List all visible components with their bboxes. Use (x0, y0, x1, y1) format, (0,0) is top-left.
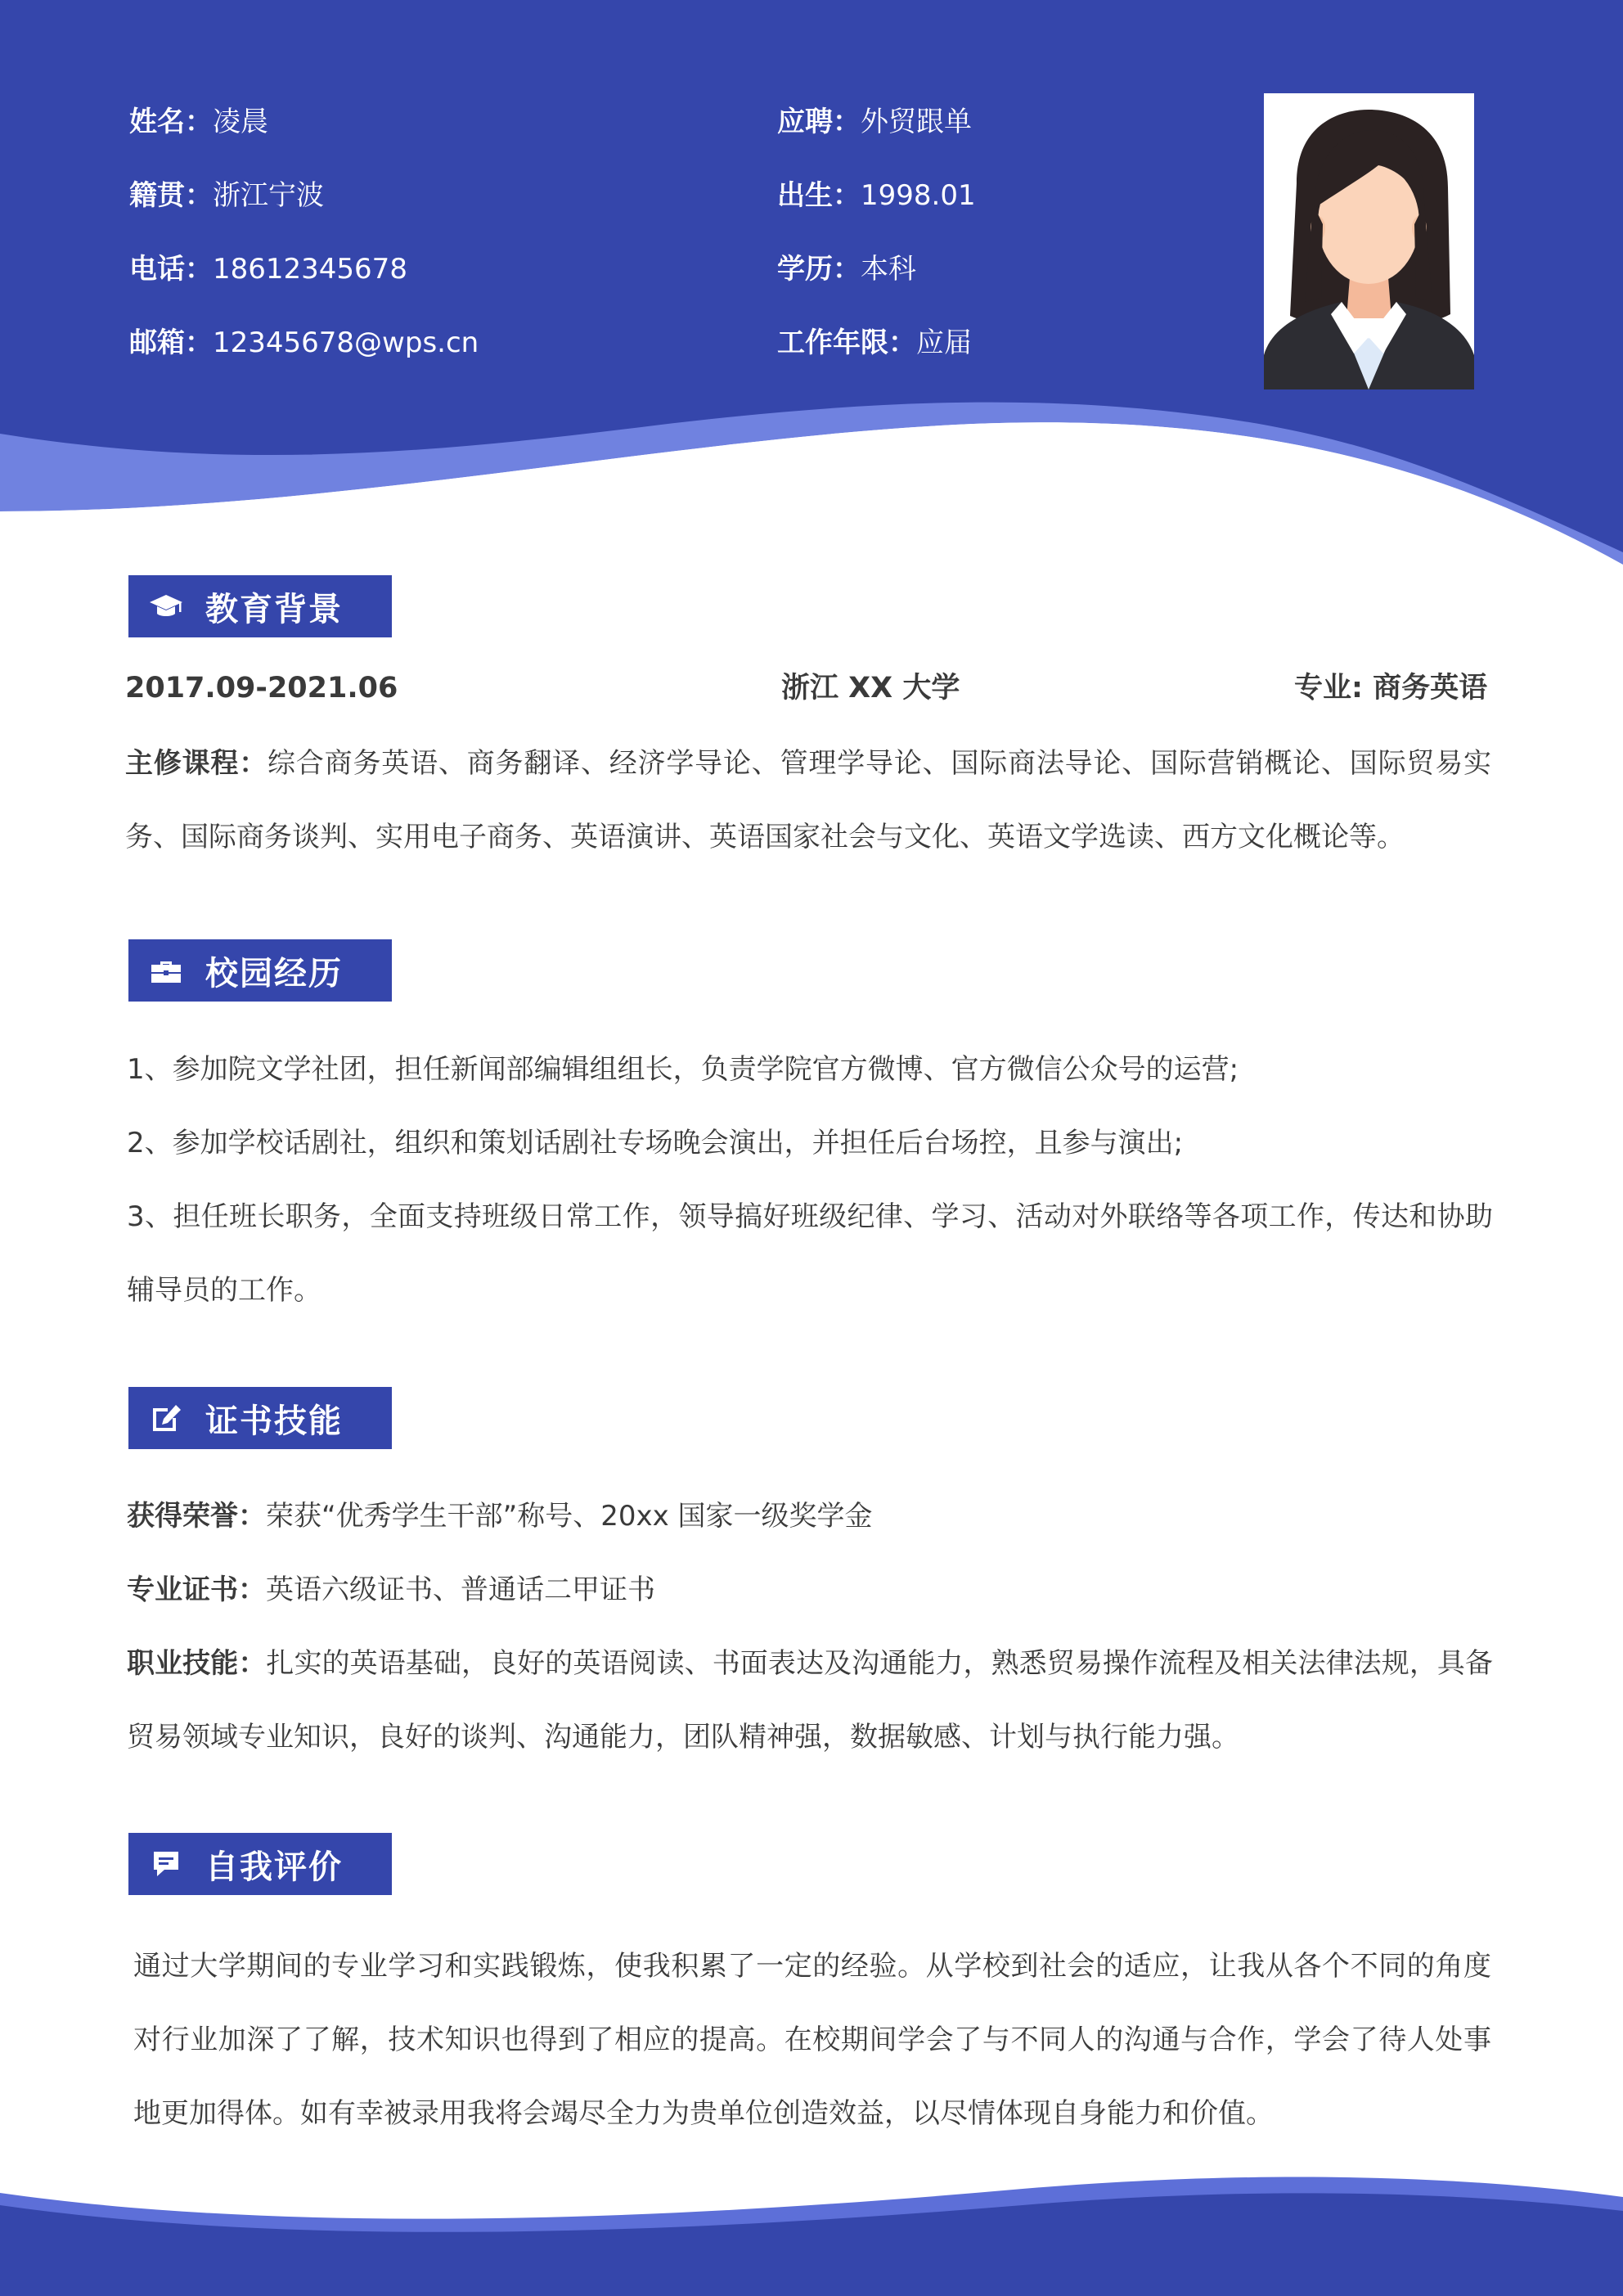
info-label: 电话 (129, 253, 185, 286)
campus-item: 3、担任班长职务，全面支持班级日常工作，领导搞好班级纪律、学习、活动对外联络等各项工作，传达和协助辅导员的工作。 (127, 1200, 1493, 1307)
info-label: 出生 (777, 179, 833, 212)
briefcase-icon (148, 952, 184, 988)
avatar (1264, 93, 1474, 389)
info-degree: 学历：本科 (777, 253, 916, 286)
info-value: 12345678@wps.cn (213, 326, 479, 359)
skill-text: 扎实的英语基础，良好的英语阅读、书面表达及沟通能力，熟悉贸易操作流程及相关法律法规，具备贸易领域专业知识，良好的谈判、沟通能力，团队精神强，数据敏感、计划与执行能力强。 (127, 1647, 1494, 1754)
info-phone: 电话：18612345678 (129, 253, 407, 286)
info-email: 邮箱：12345678@wps.cn (129, 326, 479, 359)
skill-line (127, 1627, 1493, 1774)
info-value: 本科 (861, 253, 916, 286)
info-value: 外贸跟单 (861, 106, 972, 138)
graduation-cap-icon (148, 588, 184, 624)
section-title: 校园经历 (205, 954, 343, 993)
self-evaluation-text: 通过大学期间的专业学习和实践锻炼，使我积累了一定的经验。从学校到社会的适应，让我从各个不同的角度对行业加深了了解，技术知识也得到了相应的提高。在校期间学会了与不同人的沟通与合作，学会了待人处事地更加得体。如有幸被录用我将会竭尽全力为贵单位创造效益，以尽情体现自身能力和价值。 (133, 1950, 1491, 2130)
info-label: 姓名 (129, 106, 185, 138)
info-label: 学历 (777, 253, 833, 286)
info-name: 姓名：凌晨 (129, 106, 268, 138)
info-label: 应聘 (777, 106, 833, 138)
section-heading-skills (128, 1387, 392, 1449)
section-heading-self (128, 1833, 392, 1895)
info-value: 应届 (916, 326, 972, 359)
cert-text: 英语六级证书、普通话二甲证书 (266, 1573, 655, 1606)
comment-icon (148, 1846, 184, 1882)
honor-label: 获得荣誉： (127, 1500, 266, 1533)
education-period: 2017.09-2021.06 (125, 672, 398, 705)
education-school: 浙江 XX 大学 (781, 672, 960, 705)
section-heading-campus (128, 939, 392, 1002)
education-major: 专业: 商务英语 (1294, 672, 1488, 705)
info-value: 18612345678 (213, 253, 407, 286)
section-heading-education (128, 575, 392, 637)
info-native-place: 籍贯：浙江宁波 (129, 179, 324, 212)
skill-label: 职业技能： (127, 1647, 267, 1680)
edit-icon (148, 1400, 184, 1436)
info-label: 籍贯 (129, 179, 185, 212)
info-value: 凌晨 (213, 106, 268, 138)
info-birth: 出生：1998.01 (777, 179, 976, 212)
info-value: 1998.01 (861, 179, 976, 212)
profile-photo (1264, 93, 1474, 389)
campus-item: 1、参加院文学社团，担任新闻部编辑组组长，负责学院官方微博、官方微信公众号的运营; (127, 1053, 1239, 1086)
section-title: 证书技能 (205, 1402, 343, 1440)
info-value: 浙江宁波 (213, 179, 324, 212)
info-position: 应聘：外贸跟单 (777, 106, 972, 138)
education-courses (125, 727, 1491, 874)
cert-line (127, 1553, 1493, 1627)
honor-text: 荣获“优秀学生干部”称号、20xx 国家一级奖学金 (266, 1500, 873, 1533)
courses-text: 综合商务英语、商务翻译、经济学导论、管理学导论、国际商法导论、国际营销概论、国际贸易实务、国际商务谈判、实用电子商务、英语演讲、英语国家社会与文化、英语文学选读、西方文化概论等。 (125, 747, 1492, 853)
footer-background (0, 2160, 1623, 2296)
info-label: 工作年限 (777, 326, 888, 359)
courses-label: 主修课程： (125, 747, 268, 780)
campus-item: 2、参加学校话剧社，组织和策划话剧社专场晚会演出，并担任后台场控，且参与演出; (127, 1127, 1184, 1159)
info-label: 邮箱 (129, 326, 185, 359)
cert-label: 专业证书： (127, 1573, 266, 1606)
info-work-years: 工作年限：应届 (777, 326, 972, 359)
honor-line (127, 1479, 1493, 1553)
section-title: 自我评价 (205, 1848, 343, 1886)
section-title: 教育背景 (205, 590, 343, 628)
